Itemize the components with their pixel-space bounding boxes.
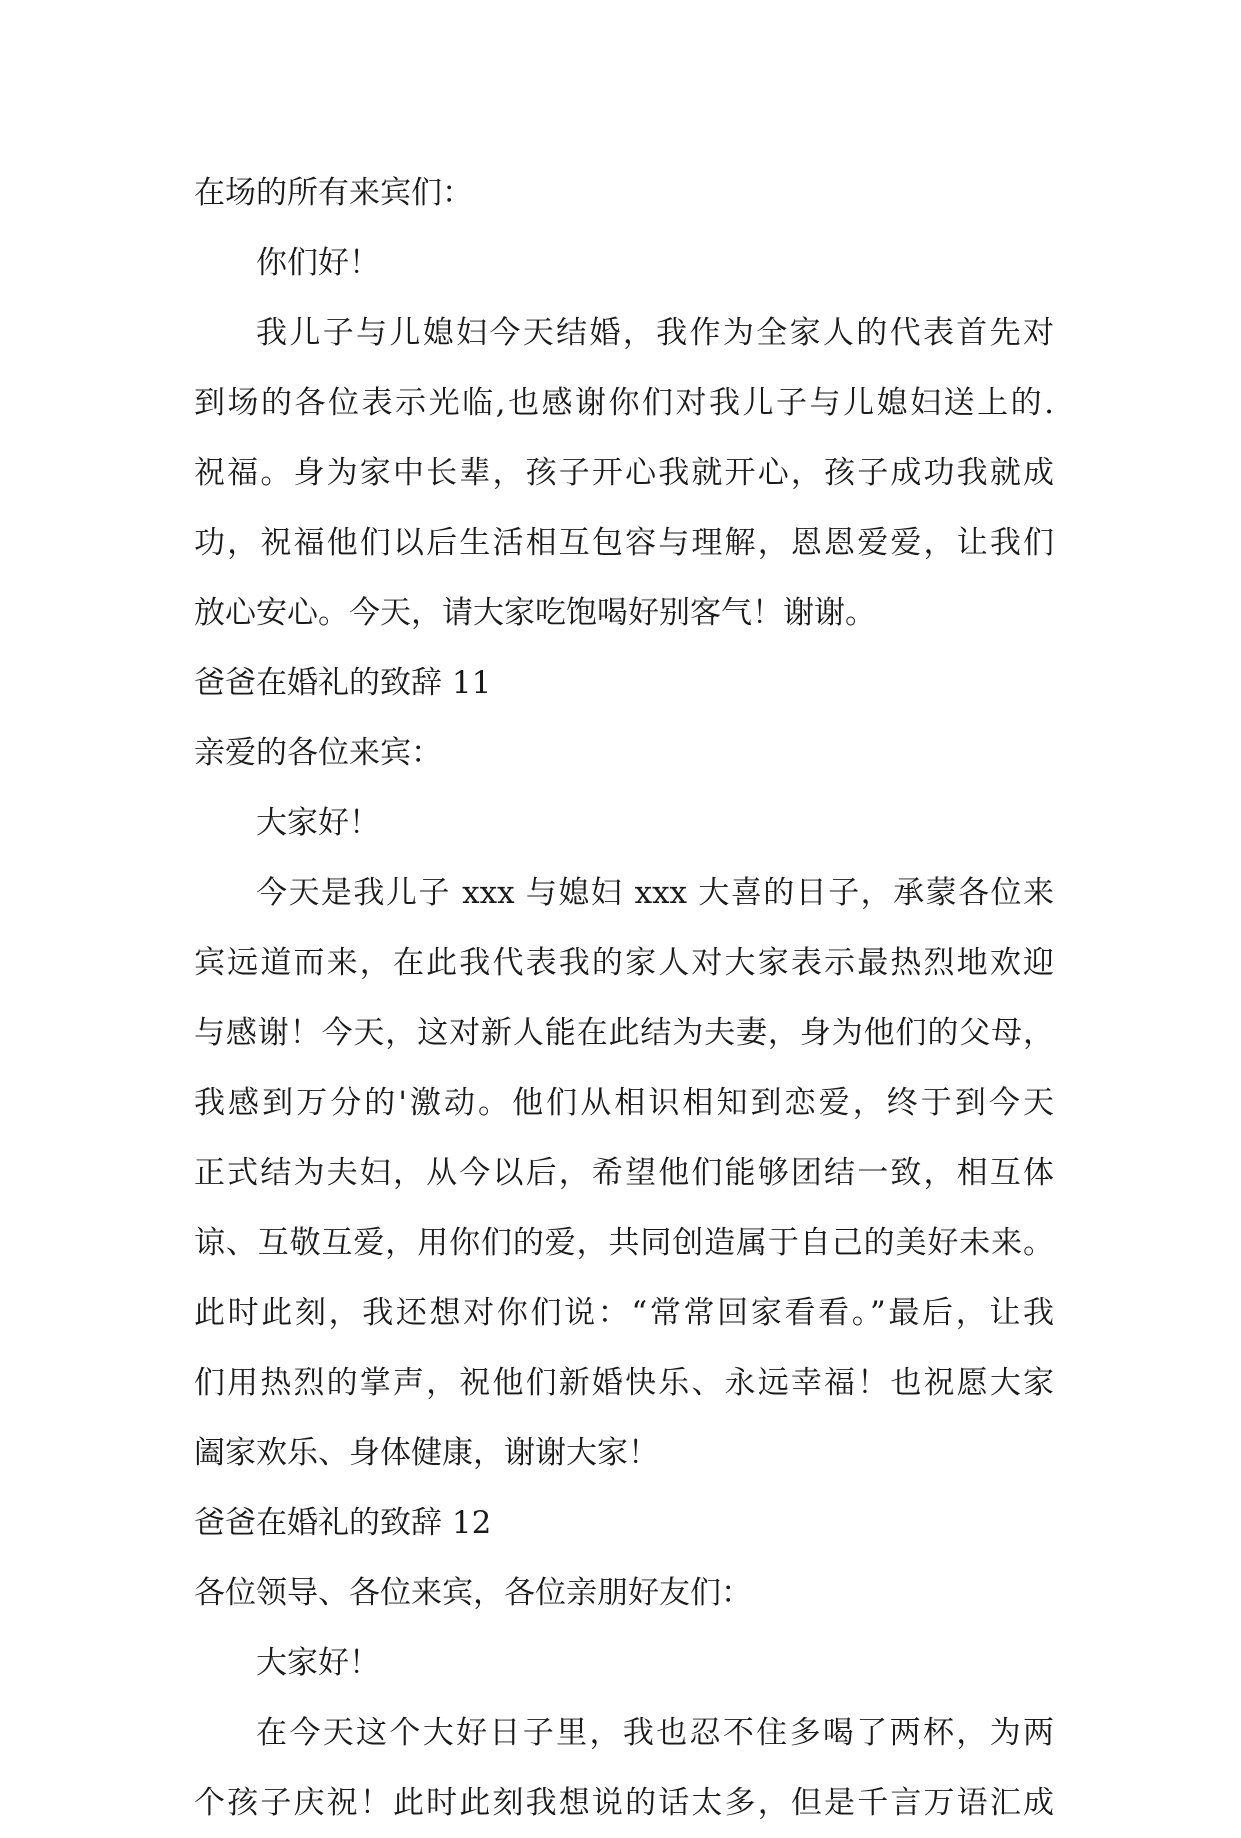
greeting: 大家好！ xyxy=(256,1645,380,1681)
paragraph-line: 与感谢！今天，这对新人能在此结为夫妻，身为他们的父母， xyxy=(194,1015,1054,1051)
paragraph-line: 正式结为夫妇，从今以后，希望他们能够团结一致，相互体 xyxy=(194,1155,1054,1191)
paragraph-line: 宾远道而来，在此我代表我的家人对大家表示最热烈地欢迎 xyxy=(194,945,1054,981)
paragraph-line: 我感到万分的'激动。他们从相识相知到恋爱，终于到今天 xyxy=(194,1085,1054,1121)
paragraph-line: 阖家欢乐、身体健康，谢谢大家！ xyxy=(194,1435,659,1471)
salutation: 亲爱的各位来宾： xyxy=(194,735,442,771)
paragraph-line: 祝福。身为家中长辈，孩子开心我就开心，孩子成功我就成 xyxy=(194,455,1054,491)
paragraph-line: 功，祝福他们以后生活相互包容与理解，恩恩爱爱，让我们 xyxy=(194,525,1054,561)
section-heading: 爸爸在婚礼的致辞 12 xyxy=(194,1505,492,1541)
paragraph-line: 在今天这个大好日子里，我也忍不住多喝了两杯，为两 xyxy=(256,1715,1054,1751)
document-page xyxy=(194,158,1054,1838)
paragraph-line: 到场的各位表示光临,也感谢你们对我儿子与儿媳妇送上的. xyxy=(194,385,1054,421)
paragraph-line: 我儿子与儿媳妇今天结婚，我作为全家人的代表首先对 xyxy=(256,315,1054,351)
greeting: 你们好！ xyxy=(256,245,380,281)
salutation: 各位领导、各位来宾，各位亲朋好友们： xyxy=(194,1575,752,1611)
section-heading: 爸爸在婚礼的致辞 11 xyxy=(194,665,492,701)
paragraph-line: 今天是我儿子 xxx 与媳妇 xxx 大喜的日子，承蒙各位来 xyxy=(256,875,1054,911)
paragraph-line: 个孩子庆祝！此时此刻我想说的话太多，但是千言万语汇成 xyxy=(194,1785,1054,1821)
greeting: 大家好！ xyxy=(256,805,380,841)
paragraph-line: 们用热烈的掌声，祝他们新婚快乐、永远幸福！也祝愿大家 xyxy=(194,1365,1054,1401)
paragraph-line: 放心安心。今天，请大家吃饱喝好别客气！谢谢。 xyxy=(194,595,876,631)
paragraph-line: 此时此刻，我还想对你们说：“常常回家看看。”最后，让我 xyxy=(194,1295,1054,1331)
salutation: 在场的所有来宾们： xyxy=(194,175,473,211)
paragraph-line: 谅、互敬互爱，用你们的爱，共同创造属于自己的美好未来。 xyxy=(194,1225,1054,1261)
